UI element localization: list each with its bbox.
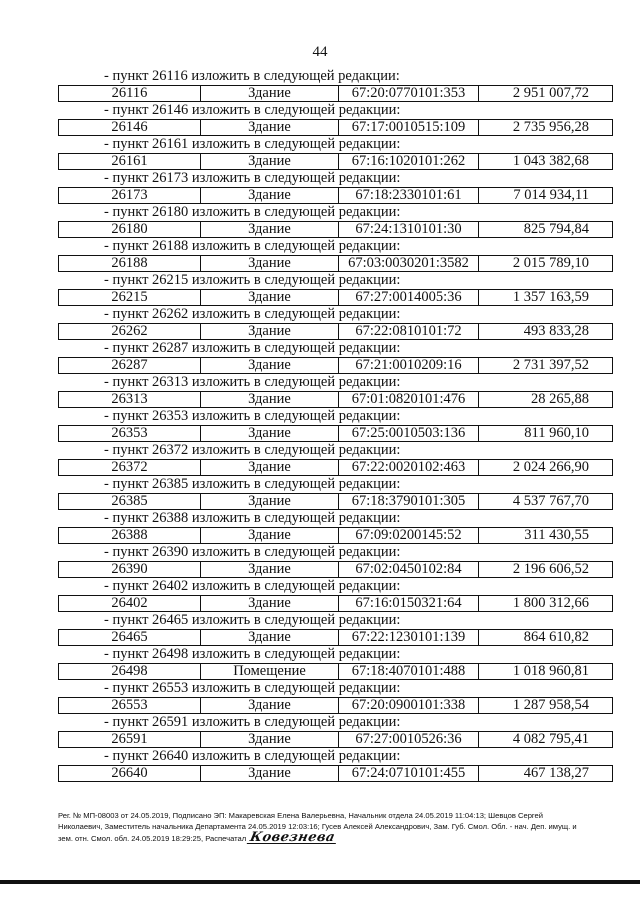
entry-number-cell: 26262 [59,324,201,339]
cadastral-number-cell: 67:03:0030201:3582 [339,256,479,271]
cadastral-number-cell: 67:16:1020101:262 [339,154,479,169]
object-type-cell: Здание [201,732,339,747]
cadastral-value-cell: 1 043 382,68 [512,154,589,169]
entry-heading: - пункт 26116 изложить в следующей редакции: [104,68,400,84]
cadastral-value-cell: 1 287 958,54 [512,698,589,713]
entry-number-cell: 26640 [59,766,201,781]
object-type-cell: Здание [201,86,339,101]
cadastral-number-cell: 67:18:3790101:305 [339,494,479,509]
cadastral-number-cell: 67:16:0150321:64 [339,596,479,611]
cadastral-number-cell: 67:27:0010526:36 [339,732,479,747]
cadastral-value-cell: 2 196 606,52 [512,562,589,577]
cadastral-value-cell: 493 833,28 [523,324,589,339]
table-row [58,187,613,204]
object-type-cell: Здание [201,154,339,169]
entry-heading: - пункт 26353 изложить в следующей редакции: [104,408,401,424]
entry-heading: - пункт 26385 изложить в следующей редакции: [104,476,401,492]
cadastral-number-cell: 67:02:0450102:84 [339,562,479,577]
entry-heading: - пункт 26146 изложить в следующей редакции: [104,102,401,118]
entry-heading: - пункт 26180 изложить в следующей редакции: [104,204,401,220]
cadastral-value-cell: 2 951 007,72 [512,86,589,101]
cadastral-number-cell: 67:27:0014005:36 [339,290,479,305]
table-row [58,153,613,170]
object-type-cell: Здание [201,290,339,305]
cadastral-number-cell: 67:17:0010515:109 [339,120,479,135]
object-type-cell: Здание [201,392,339,407]
table-row [58,425,613,442]
entry-number-cell: 26353 [59,426,201,441]
cadastral-value-cell: 4 082 795,41 [512,732,589,747]
object-type-cell: Помещение [201,664,339,679]
entry-heading: - пункт 26553 изложить в следующей редакции: [104,680,401,696]
cadastral-number-cell: 67:24:1310101:30 [339,222,479,237]
cadastral-number-cell: 67:21:0010209:16 [339,358,479,373]
table-row [58,765,613,782]
table-row [58,391,613,408]
cadastral-number-cell: 67:22:0020102:463 [339,460,479,475]
cadastral-value-cell: 1 800 312,66 [512,596,589,611]
cadastral-value-cell: 2 015 789,10 [512,256,589,271]
cadastral-number-cell: 67:01:0820101:476 [339,392,479,407]
entry-number-cell: 26215 [59,290,201,305]
entry-number-cell: 26116 [59,86,201,101]
object-type-cell: Здание [201,256,339,271]
entry-number-cell: 26146 [59,120,201,135]
cadastral-value-cell: 2 731 397,52 [512,358,589,373]
table-row [58,357,613,374]
cadastral-value-cell: 811 960,10 [524,426,589,441]
object-type-cell: Здание [201,188,339,203]
object-type-cell: Здание [201,222,339,237]
table-row [58,459,613,476]
table-row [58,255,613,272]
entry-heading: - пункт 26173 изложить в следующей редакции: [104,170,401,186]
page-number: 44 [312,44,328,60]
entry-heading: - пункт 26498 изложить в следующей редакции: [104,646,401,662]
entry-heading: - пункт 26591 изложить в следующей редакции: [104,714,401,730]
cadastral-value-cell: 4 537 767,70 [512,494,589,509]
entry-number-cell: 26591 [59,732,201,747]
table-row [58,731,613,748]
cadastral-value-cell: 7 014 934,11 [513,188,589,203]
cadastral-number-cell: 67:20:0900101:338 [339,698,479,713]
handwritten-signature: Ковезневa [248,830,337,845]
entry-number-cell: 26390 [59,562,201,577]
table-row [58,493,613,510]
entry-heading: - пункт 26287 изложить в следующей редакции: [104,340,401,356]
table-row [58,119,613,136]
object-type-cell: Здание [201,596,339,611]
object-type-cell: Здание [201,460,339,475]
table-row [58,595,613,612]
object-type-cell: Здание [201,426,339,441]
entry-number-cell: 26188 [59,256,201,271]
entry-number-cell: 26372 [59,460,201,475]
table-row [58,527,613,544]
table-row [58,221,613,238]
amendment-list [58,68,613,782]
cadastral-number-cell: 67:25:0010503:136 [339,426,479,441]
cadastral-number-cell: 67:22:1230101:139 [339,630,479,645]
object-type-cell: Здание [201,766,339,781]
entry-number-cell: 26313 [59,392,201,407]
cadastral-value-cell: 1 357 163,59 [512,290,589,305]
entry-heading: - пункт 26161 изложить в следующей редакции: [104,136,401,152]
table-row [58,561,613,578]
entry-number-cell: 26287 [59,358,201,373]
signature-line-2: Николаевич, Заместитель начальника Департамента 24.05.2019 12:03:16; Гусев Алексей Александрович, Зам. Губ. Смол. Обл. - нач. Деп. имущ. и [58,822,577,831]
table-row [58,289,613,306]
object-type-cell: Здание [201,562,339,577]
entry-heading: - пункт 26262 изложить в следующей редакции: [104,306,401,322]
entry-heading: - пункт 26402 изложить в следующей редакции: [104,578,401,594]
entry-heading: - пункт 26390 изложить в следующей редакции: [104,544,401,560]
cadastral-value-cell: 864 610,82 [523,630,589,645]
entry-number-cell: 26385 [59,494,201,509]
entry-number-cell: 26402 [59,596,201,611]
cadastral-number-cell: 67:24:0710101:455 [339,766,479,781]
page-bottom-rule [0,880,640,884]
entry-heading: - пункт 26465 изложить в следующей редакции: [104,612,401,628]
signature-line-3: зем. отн. Смол. обл. 24.05.2019 18:29:25, Распечатал [58,834,247,843]
cadastral-value-cell: 2 024 266,90 [512,460,589,475]
table-row [58,663,613,680]
table-row [58,629,613,646]
cadastral-number-cell: 67:20:0770101:353 [339,86,479,101]
object-type-cell: Здание [201,120,339,135]
cadastral-number-cell: 67:18:4070101:488 [339,664,479,679]
entry-number-cell: 26553 [59,698,201,713]
cadastral-number-cell: 67:22:0810101:72 [339,324,479,339]
signature-line-1: Рег. № МП-08003 от 24.05.2019, Подписано ЭП: Макаревская Елена Валерьевна, Начальник отдела 24.05.2019 11:04:13; Шевцов Сергей [58,811,543,820]
cadastral-number-cell: 67:09:0200145:52 [339,528,479,543]
cadastral-value-cell: 28 265,88 [531,392,589,407]
cadastral-value-cell: 467 138,27 [523,766,589,781]
entry-number-cell: 26498 [59,664,201,679]
table-row [58,85,613,102]
cadastral-value-cell: 311 430,55 [524,528,589,543]
cadastral-value-cell: 2 735 956,28 [512,120,589,135]
entry-number-cell: 26180 [59,222,201,237]
object-type-cell: Здание [201,494,339,509]
entry-number-cell: 26465 [59,630,201,645]
entry-heading: - пункт 26640 изложить в следующей редакции: [104,748,401,764]
entry-heading: - пункт 26188 изложить в следующей редакции: [104,238,401,254]
cadastral-number-cell: 67:18:2330101:61 [339,188,479,203]
cadastral-value-cell: 1 018 960,81 [512,664,589,679]
table-row [58,697,613,714]
entry-heading: - пункт 26388 изложить в следующей редакции: [104,510,401,526]
object-type-cell: Здание [201,630,339,645]
entry-heading: - пункт 26215 изложить в следующей редакции: [104,272,401,288]
entry-number-cell: 26173 [59,188,201,203]
object-type-cell: Здание [201,324,339,339]
entry-heading: - пункт 26372 изложить в следующей редакции: [104,442,401,458]
entry-heading: - пункт 26313 изложить в следующей редакции: [104,374,401,390]
object-type-cell: Здание [201,358,339,373]
electronic-signature-block [58,810,618,844]
object-type-cell: Здание [201,698,339,713]
cadastral-value-cell: 825 794,84 [523,222,589,237]
table-row [58,323,613,340]
object-type-cell: Здание [201,528,339,543]
entry-number-cell: 26388 [59,528,201,543]
entry-number-cell: 26161 [59,154,201,169]
